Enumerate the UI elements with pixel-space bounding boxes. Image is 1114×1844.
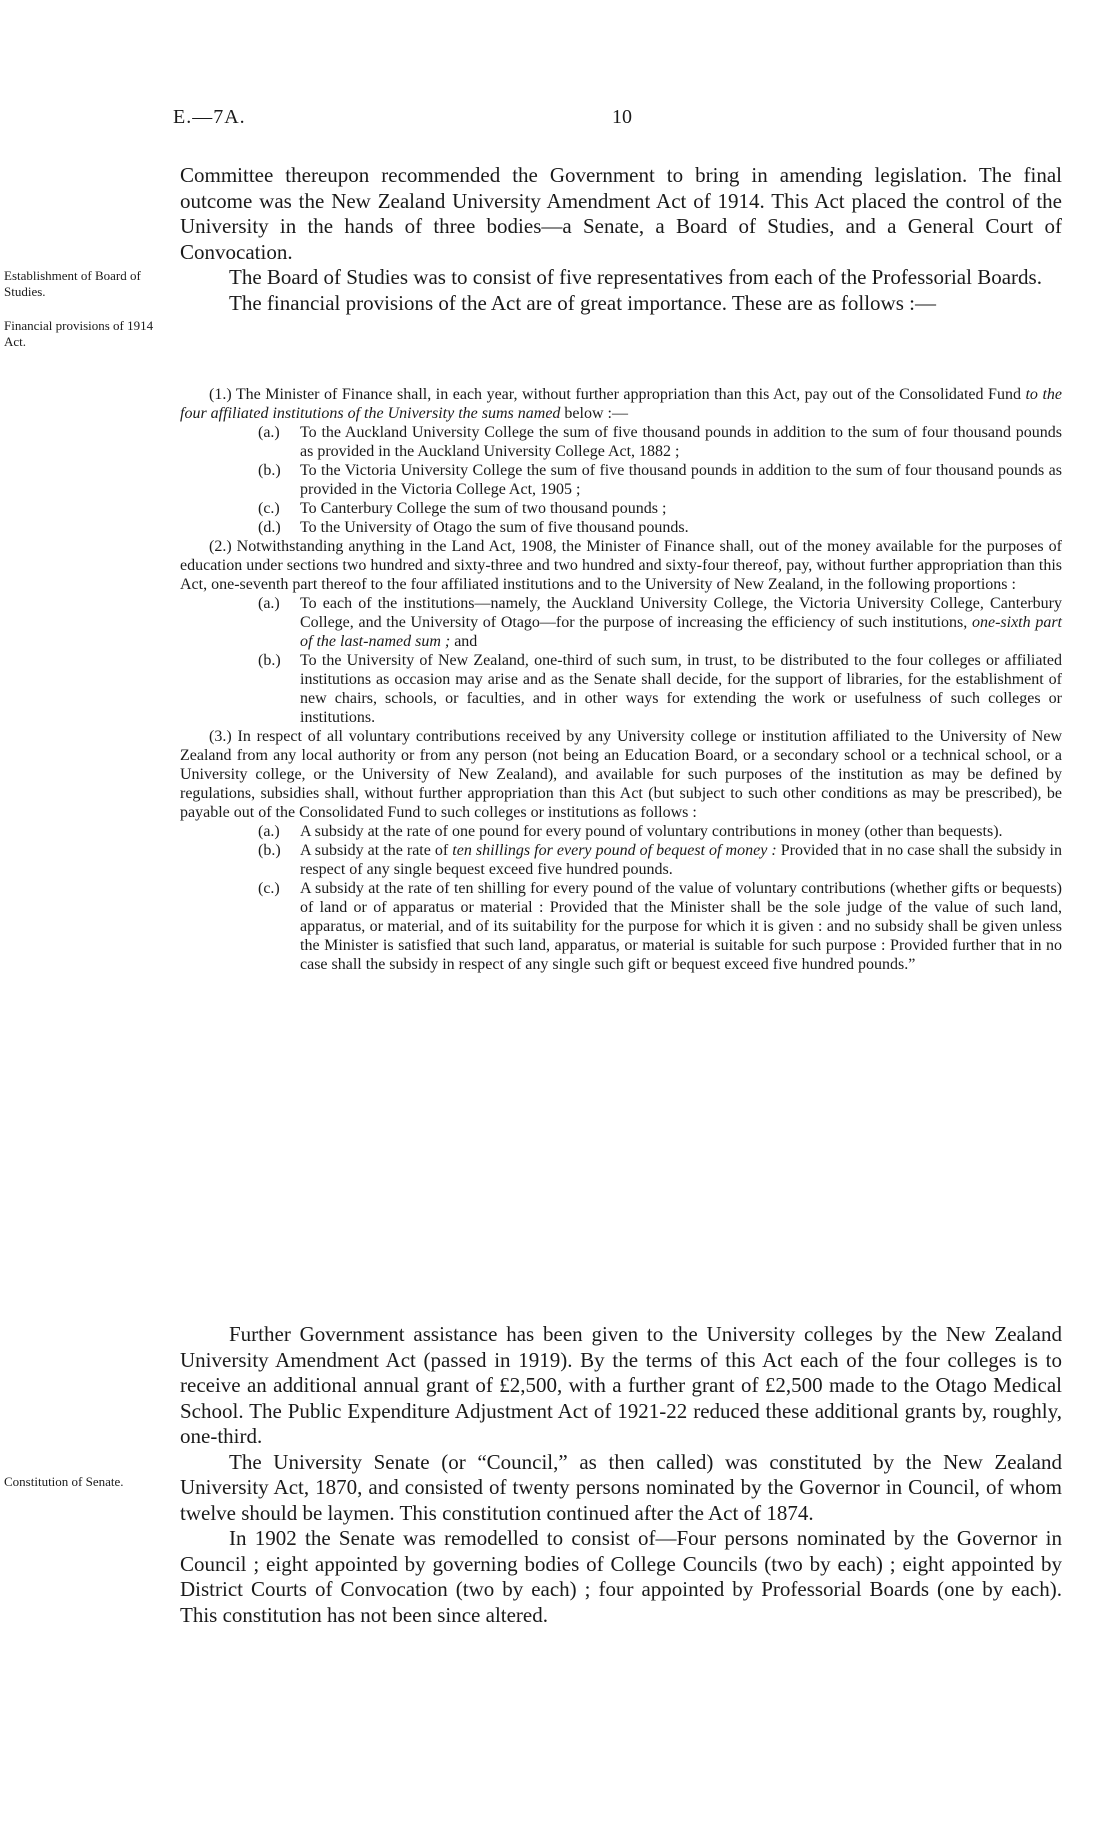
- intro-block: [180, 163, 1062, 316]
- item-text-italic: ten shillings for every pound of bequest of money :: [452, 842, 777, 859]
- item-text: To the Victoria University College the sum of five thousand pounds in addition to the sum of four thousand pounds as provided in the Victoria College Act, 1905 ;: [300, 462, 1062, 498]
- item-text-tail: and: [450, 633, 478, 650]
- quote-section-1-text: (1.) The Minister of Finance shall, in each year, without further appropriation than this Act, pay out of the Consolidated Fund: [209, 386, 1026, 403]
- sidenote-board-of-studies: Establishment of Board of Studies.: [4, 268, 141, 299]
- item-text: To the Auckland University College the sum of five thousand pounds in addition to the sum of four thousand pounds as provided in the Auckland University College Act, 1882 ;: [300, 424, 1062, 460]
- list-item: [258, 841, 1062, 879]
- item-mark: (a.): [258, 595, 280, 612]
- paragraph-amendment-act: Committee thereupon recommended the Government to bring in amending legislation. The final outcome was the New Zealand University Amendment Act of 1914. This Act placed the control of the University in the hands of three bodies—a Senate, a Board of Studies, and a General Court of Convocation.: [180, 163, 1062, 264]
- item-mark: (d.): [258, 519, 281, 536]
- paragraph-senate-remodelled: In 1902 the Senate was remodelled to consist of—Four persons nominated by the Governor in Council ; eight appointed by governing bodies of College Councils (two by each) ; eight appointed by District Courts of Convocation (two by each) ; four appointed by Professorial Boards (one by each). This constitution has not been since altered.: [180, 1526, 1062, 1627]
- item-text: [300, 594, 1062, 651]
- closing-block: [180, 1322, 1062, 1628]
- item-text-tail: Provided that in no case shall the subsidy in respect of any single bequest exceed five hundred pounds.: [300, 842, 1063, 878]
- sidenote-financial-provisions: Financial provisions of 1914 Act.: [4, 318, 154, 349]
- item-text: To Canterbury College the sum of two thousand pounds ;: [300, 500, 667, 517]
- series-code: E.—7A.: [173, 106, 246, 128]
- list-item: [258, 822, 1062, 841]
- quote-section-2: (2.) Notwithstanding anything in the Land Act, 1908, the Minister of Finance shall, out of the money available for the purposes of education under sections two hundred and sixty-three and two hundred and sixty-four thereof, pay, without further appropriation than this Act, one-seventh part thereof to the four affiliated institutions and to the University of New Zealand, in the following proportions :: [180, 538, 1062, 593]
- item-text-plain: A subsidy at the rate of: [300, 842, 453, 859]
- item-mark: (b.): [258, 842, 281, 859]
- page-number: 10: [612, 106, 632, 128]
- quote-section-3: (3.) In respect of all voluntary contributions received by any University college or institution affiliated to the University of New Zealand from any local authority or from any person (not being an Education Board, or a secondary school or a technical school, or a University college, or the University of New Zealand), and available for such purposes of the institution as may be defined by regulations, subsidies shall, without further appropriation than this Act (but subject to such other conditions as may be prescribed), be payable out of the Consolidated Fund to such colleges or institutions as follows :: [180, 728, 1062, 821]
- item-text: To the University of New Zealand, one-third of such sum, in trust, to be distributed to the four colleges or affiliated institutions as occasion may arise and as the Senate shall decide, for the support of libraries, for the establishment of new chairs, schools, or faculties, and in other ways for extending the work or usefulness of such colleges or institutions.: [300, 652, 1062, 726]
- item-text: [300, 841, 1062, 879]
- item-mark: (a.): [258, 424, 280, 441]
- list-item: [258, 499, 1062, 518]
- item-mark: (c.): [258, 880, 280, 897]
- paragraph-board-of-studies: The Board of Studies was to consist of five representatives from each of the Professorial Boards.: [229, 265, 1042, 289]
- act-quotation: [180, 385, 1062, 974]
- item-text: To the University of Otago the sum of five thousand pounds.: [300, 519, 689, 536]
- item-mark: (b.): [258, 462, 281, 479]
- list-item: [258, 651, 1062, 727]
- item-mark: (c.): [258, 500, 280, 517]
- item-text-plain: To each of the institutions—namely, the Auckland University College, the Victoria University College, Canterbury College, and the University of Otago—for the purpose of increasing the efficiency of such institutions,: [300, 595, 1062, 631]
- quote-section-1-tail: below :—: [560, 405, 628, 422]
- item-mark: (b.): [258, 652, 281, 669]
- list-item: [258, 423, 1062, 461]
- list-item: [258, 879, 1062, 974]
- item-text-italic: one-sixth part of the last-named sum ;: [300, 614, 1062, 650]
- list-item: [258, 461, 1062, 499]
- paragraph-government-assistance: Further Government assistance has been given to the University colleges by the New Zealand University Amendment Act (passed in 1919). By the terms of this Act each of the four colleges is to receive an additional annual grant of £2,500, with a further grant of £2,500 made to the Otago Medical School. The Public Expenditure Adjustment Act of 1921-22 reduced these additional grants by, roughly, one-third.: [180, 1322, 1062, 1448]
- item-mark: (a.): [258, 823, 280, 840]
- list-item: [258, 518, 1062, 537]
- quote-section-1-italic: to the four affiliated institutions of the University the sums named: [180, 386, 1062, 422]
- quote-section-1: [180, 385, 1062, 423]
- list-item: [258, 594, 1062, 651]
- paragraph-senate-constitution: The University Senate (or “Council,” as then called) was constituted by the New Zealand University Act, 1870, and consisted of twenty persons nominated by the Governor in Council, of whom twelve should be laymen. This constitution continued after the Act of 1874.: [180, 1449, 1062, 1525]
- item-text: A subsidy at the rate of ten shilling for every pound of the value of voluntary contributions (whether gifts or bequests) of land or of apparatus or material : Provided that the Minister shall be the sole judge of the value of such land, apparatus, or material, and of its suitability for the purpose for which it is given : and no subsidy shall be given unless the Minister is satisfied that such land, apparatus, or material is suitable for such purpose : Provided further that in no case shall the subsidy in respect of any single such gift or bequest exceed five hundred pounds.”: [300, 880, 1062, 973]
- paragraph-financial-provisions: The financial provisions of the Act are of great importance. These are as follows :—: [229, 290, 936, 315]
- item-text: A subsidy at the rate of one pound for every pound of voluntary contributions in money (other than bequests).: [300, 823, 1003, 840]
- sidenote-constitution-of-senate: Constitution of Senate.: [4, 1474, 124, 1489]
